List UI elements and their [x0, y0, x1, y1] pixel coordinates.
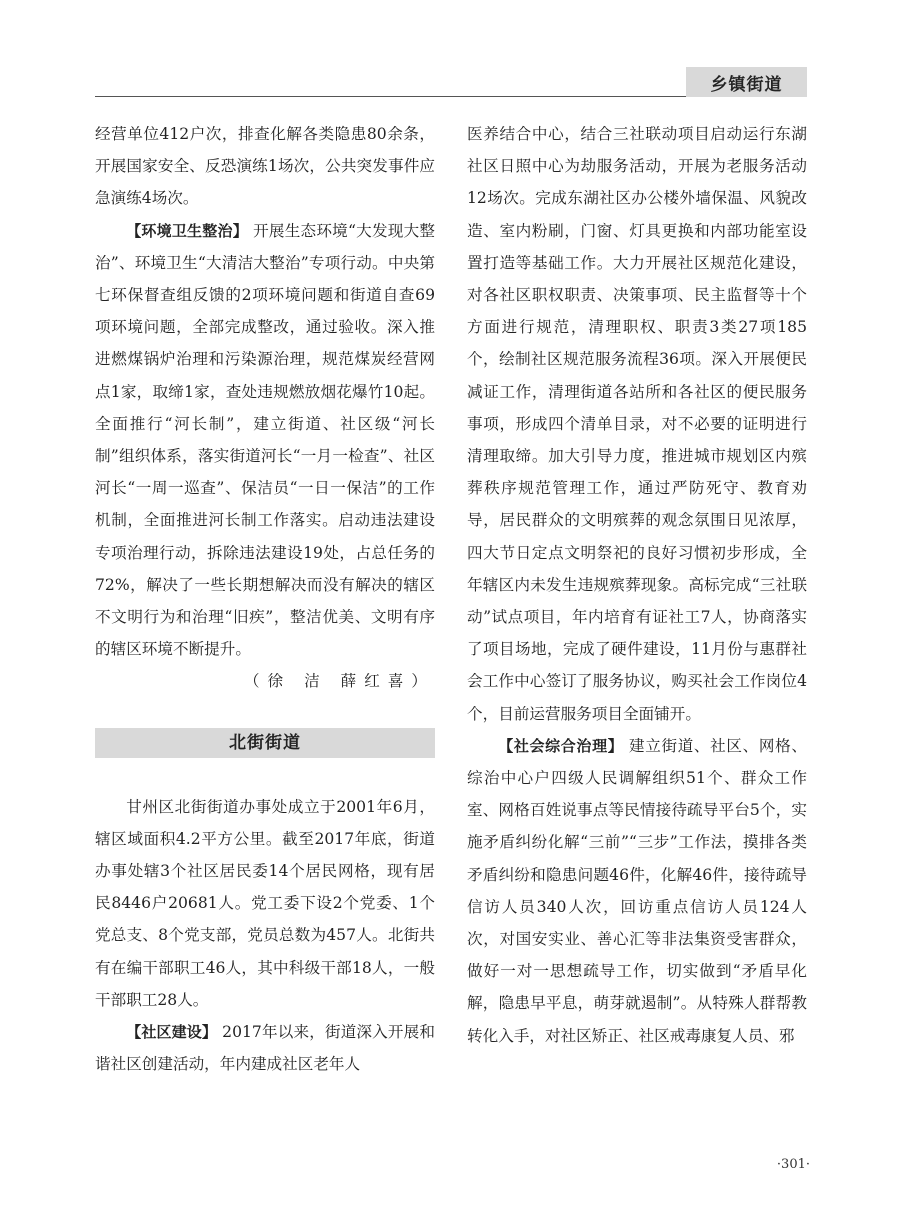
governance-text: 建立街道、社区、网格、综治中心户四级人民调解组织51个、群众工作室、网格百姓说事点等民情接待疏导平台5个，实施矛盾纠纷化解“三前”“三步”工作法，摸排各类矛盾纠纷和隐患问题46件，化解46件，接待疏导信访人员340人次，回访重点信访人员124人次，对国安实业、善心汇等非法集资受害群众，做好一对一思想疏导工作，切实做到“矛盾早化解，隐患早平息，萌芽就遏制”。从特殊人群帮教转化入手，对社区矫正、社区戒毒康复人员、邪 [467, 736, 807, 1045]
left-column [95, 118, 435, 1080]
page-number: ·301· [776, 1157, 810, 1172]
environment-text: 开展生态环境“大发现大整治”、环境卫生“大清洁大整治”专项行动。中央第七环保督查组反馈的2项环境问题和街道自查69项环境问题，全部完成整改，通过验收。深入推进燃煤锅炉治理和污染源治理，规范煤炭经营网点1家，取缔1家，查处违规燃放烟花爆竹10起。全面推行“河长制”，建立街道、社区级“河长制”组织体系，落实街道河长“一月一检查”、社区河长“一周一巡查”、保洁员“一日一保洁”的工作机制，全面推进河长制工作落实。启动违法建设专项治理行动，拆除违法建设19处，占总任务的72%，解决了一些长期想解决而没有解决的辖区不文明行为和治理“旧疾”，整洁优美、文明有序的辖区环境不断提升。 [95, 221, 435, 659]
overview-paragraph: 甘州区北街街道办事处成立于2001年6月，辖区域面积4.2平方公里。截至2017年底，街道办事处辖3个社区居民委14个居民网格，现有居民8446户20681人。党工委下设2个党委、1个党总支、8个党支部，党员总数为457人。北街共有在编干部职工46人，其中科级干部18人，一般干部职工28人。 [95, 797, 435, 1009]
environment-heading: 【环境卫生整治】 [126, 221, 248, 240]
community-text: 2017年以来，街道深入开展和谐社区创建活动，年内建成社区老年人 [95, 1023, 435, 1074]
author-credit: （徐 洁 薛红喜） [243, 672, 435, 691]
section-tab: 乡镇街道 [686, 67, 807, 97]
intro-paragraph: 经营单位412户次，排查化解各类隐患80余条，开展国家安全、反恐演练1场次，公共突发事件应急演练4场次。 [95, 125, 435, 208]
governance-heading: 【社会综合治理】 [498, 736, 624, 755]
community-heading: 【社区建设】 [126, 1023, 218, 1042]
governance-paragraph [467, 730, 807, 1052]
right-column [467, 118, 807, 1052]
section-title: 北街街道 [95, 728, 435, 758]
community-continued-paragraph: 医养结合中心，结合三社联动项目启动运行东湖社区日照中心为劫服务活动，开展为老服务活动12场次。完成东湖社区办公楼外墙保温、风貌改造、室内粉刷，门窗、灯具更换和内部功能室设置打造等基础工作。大力开展社区规范化建设，对各社区职权职责、决策事项、民主监督等十个方面进行规范，清理职权、职责3类27项185个，绘制社区规范服务流程36项。深入开展便民减证工作，清理街道各站所和各社区的便民服务事项，形成四个清单目录，对不必要的证明进行清理取缔。加大引导力度，推进城市规划区内殡葬秩序规范管理工作，通过严防死守、教育劝导，居民群众的文明殡葬的观念氛围日见浓厚，四大节日定点文明祭祀的良好习惯初步形成，全年辖区内未发生违规殡葬现象。高标完成“三社联动”试点项目，年内培育有证社工7人，协商落实了项目场地，完成了硬件建设，11月份与惠群社会工作中心签订了服务协议，购买社会工作岗位4个，目前运营服务项目全面铺开。 [467, 125, 807, 723]
community-paragraph [95, 1016, 435, 1080]
environment-paragraph [95, 215, 435, 666]
